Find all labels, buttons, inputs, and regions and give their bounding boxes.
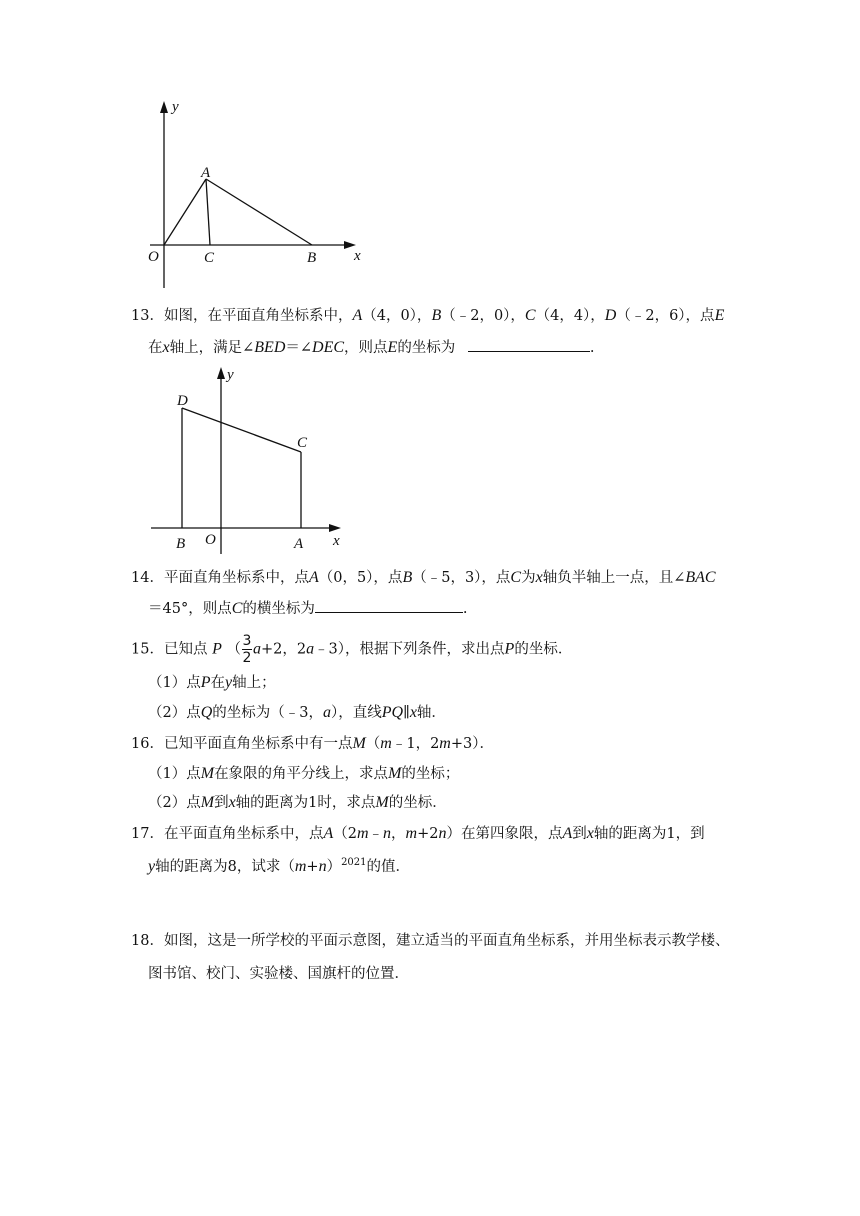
q17-line2: y轴的距离为8，试求$(m+n)^{2021}$的值．: [148, 857, 411, 875]
q14-line2: ＝45°，则点C的横坐标为 .: [148, 600, 468, 617]
label-x: x: [354, 248, 361, 264]
y-axis-arrow: [217, 367, 225, 379]
label-o: O: [148, 249, 159, 265]
q18-line2: 图书馆、校门、实验楼、国旗杆的位置．: [148, 966, 409, 982]
label-y: y: [227, 367, 234, 383]
label-o: O: [205, 532, 216, 548]
segment-ab: [206, 179, 312, 245]
q18-line1: 18．如图，这是一所学校的平面示意图，建立适当的平面直角坐标系，并用坐标表示教学楼、: [131, 933, 730, 949]
fraction-three-halves: $\frac{3}{2}$: [242, 633, 252, 666]
x-axis-arrow: [329, 524, 341, 532]
q15-sub2: （2）点Q的坐标为（﹣3，a），直线PQ∥x轴．: [148, 704, 446, 721]
segment-oa: [164, 179, 206, 245]
label-b: B: [307, 250, 317, 266]
q17-line1: 17．在平面直角坐标系中，点A（2m﹣n，m+2n）在第四象限，点A到x轴的距离为1，到: [131, 825, 705, 842]
q14-line1: 14．平面直角坐标系中，点A（0，5），点B（﹣5，3），点C为x轴负半轴上一点，且∠BAC: [131, 569, 716, 586]
label-c: C: [297, 435, 308, 451]
figure-quadrilateral-abcd: [145, 362, 355, 557]
q13-line2: 在x轴上，满足∠BED＝∠DEC，则点E的坐标为 .: [148, 339, 595, 356]
q15-sub1: （1）点P在y轴上；: [148, 674, 276, 691]
q15-main: 15．已知点 P （ $\frac{3}{2}$ a+2，2a﹣3），根据下列条件，求出点P的坐标．: [131, 633, 573, 666]
q13-answer-blank[interactable]: [468, 337, 590, 352]
q13-line1: 13．如图，在平面直角坐标系中，A（4，0），B（﹣2，0），C（4，4），D（﹣2，6），点E: [131, 307, 725, 324]
label-x: x: [333, 533, 340, 549]
label-a: A: [201, 165, 211, 181]
q16-sub1: （1）点M在象限的角平分线上，求点M的坐标；: [148, 765, 460, 782]
label-y: y: [172, 99, 179, 115]
q16-main: 16．已知平面直角坐标系中有一点M（m﹣1，2m+3）．: [131, 735, 494, 752]
label-a: A: [294, 536, 304, 552]
q14-answer-blank[interactable]: [315, 598, 463, 613]
label-c: C: [204, 250, 215, 266]
segment-ac: [206, 179, 210, 245]
segment-dc: [182, 408, 301, 452]
label-b: B: [176, 536, 186, 552]
q16-sub2: （2）点M到x轴的距离为1时，求点M的坐标．: [148, 794, 447, 811]
figure-triangle-oab: [140, 95, 380, 295]
label-d: D: [177, 393, 188, 409]
y-axis-arrow: [160, 101, 168, 113]
